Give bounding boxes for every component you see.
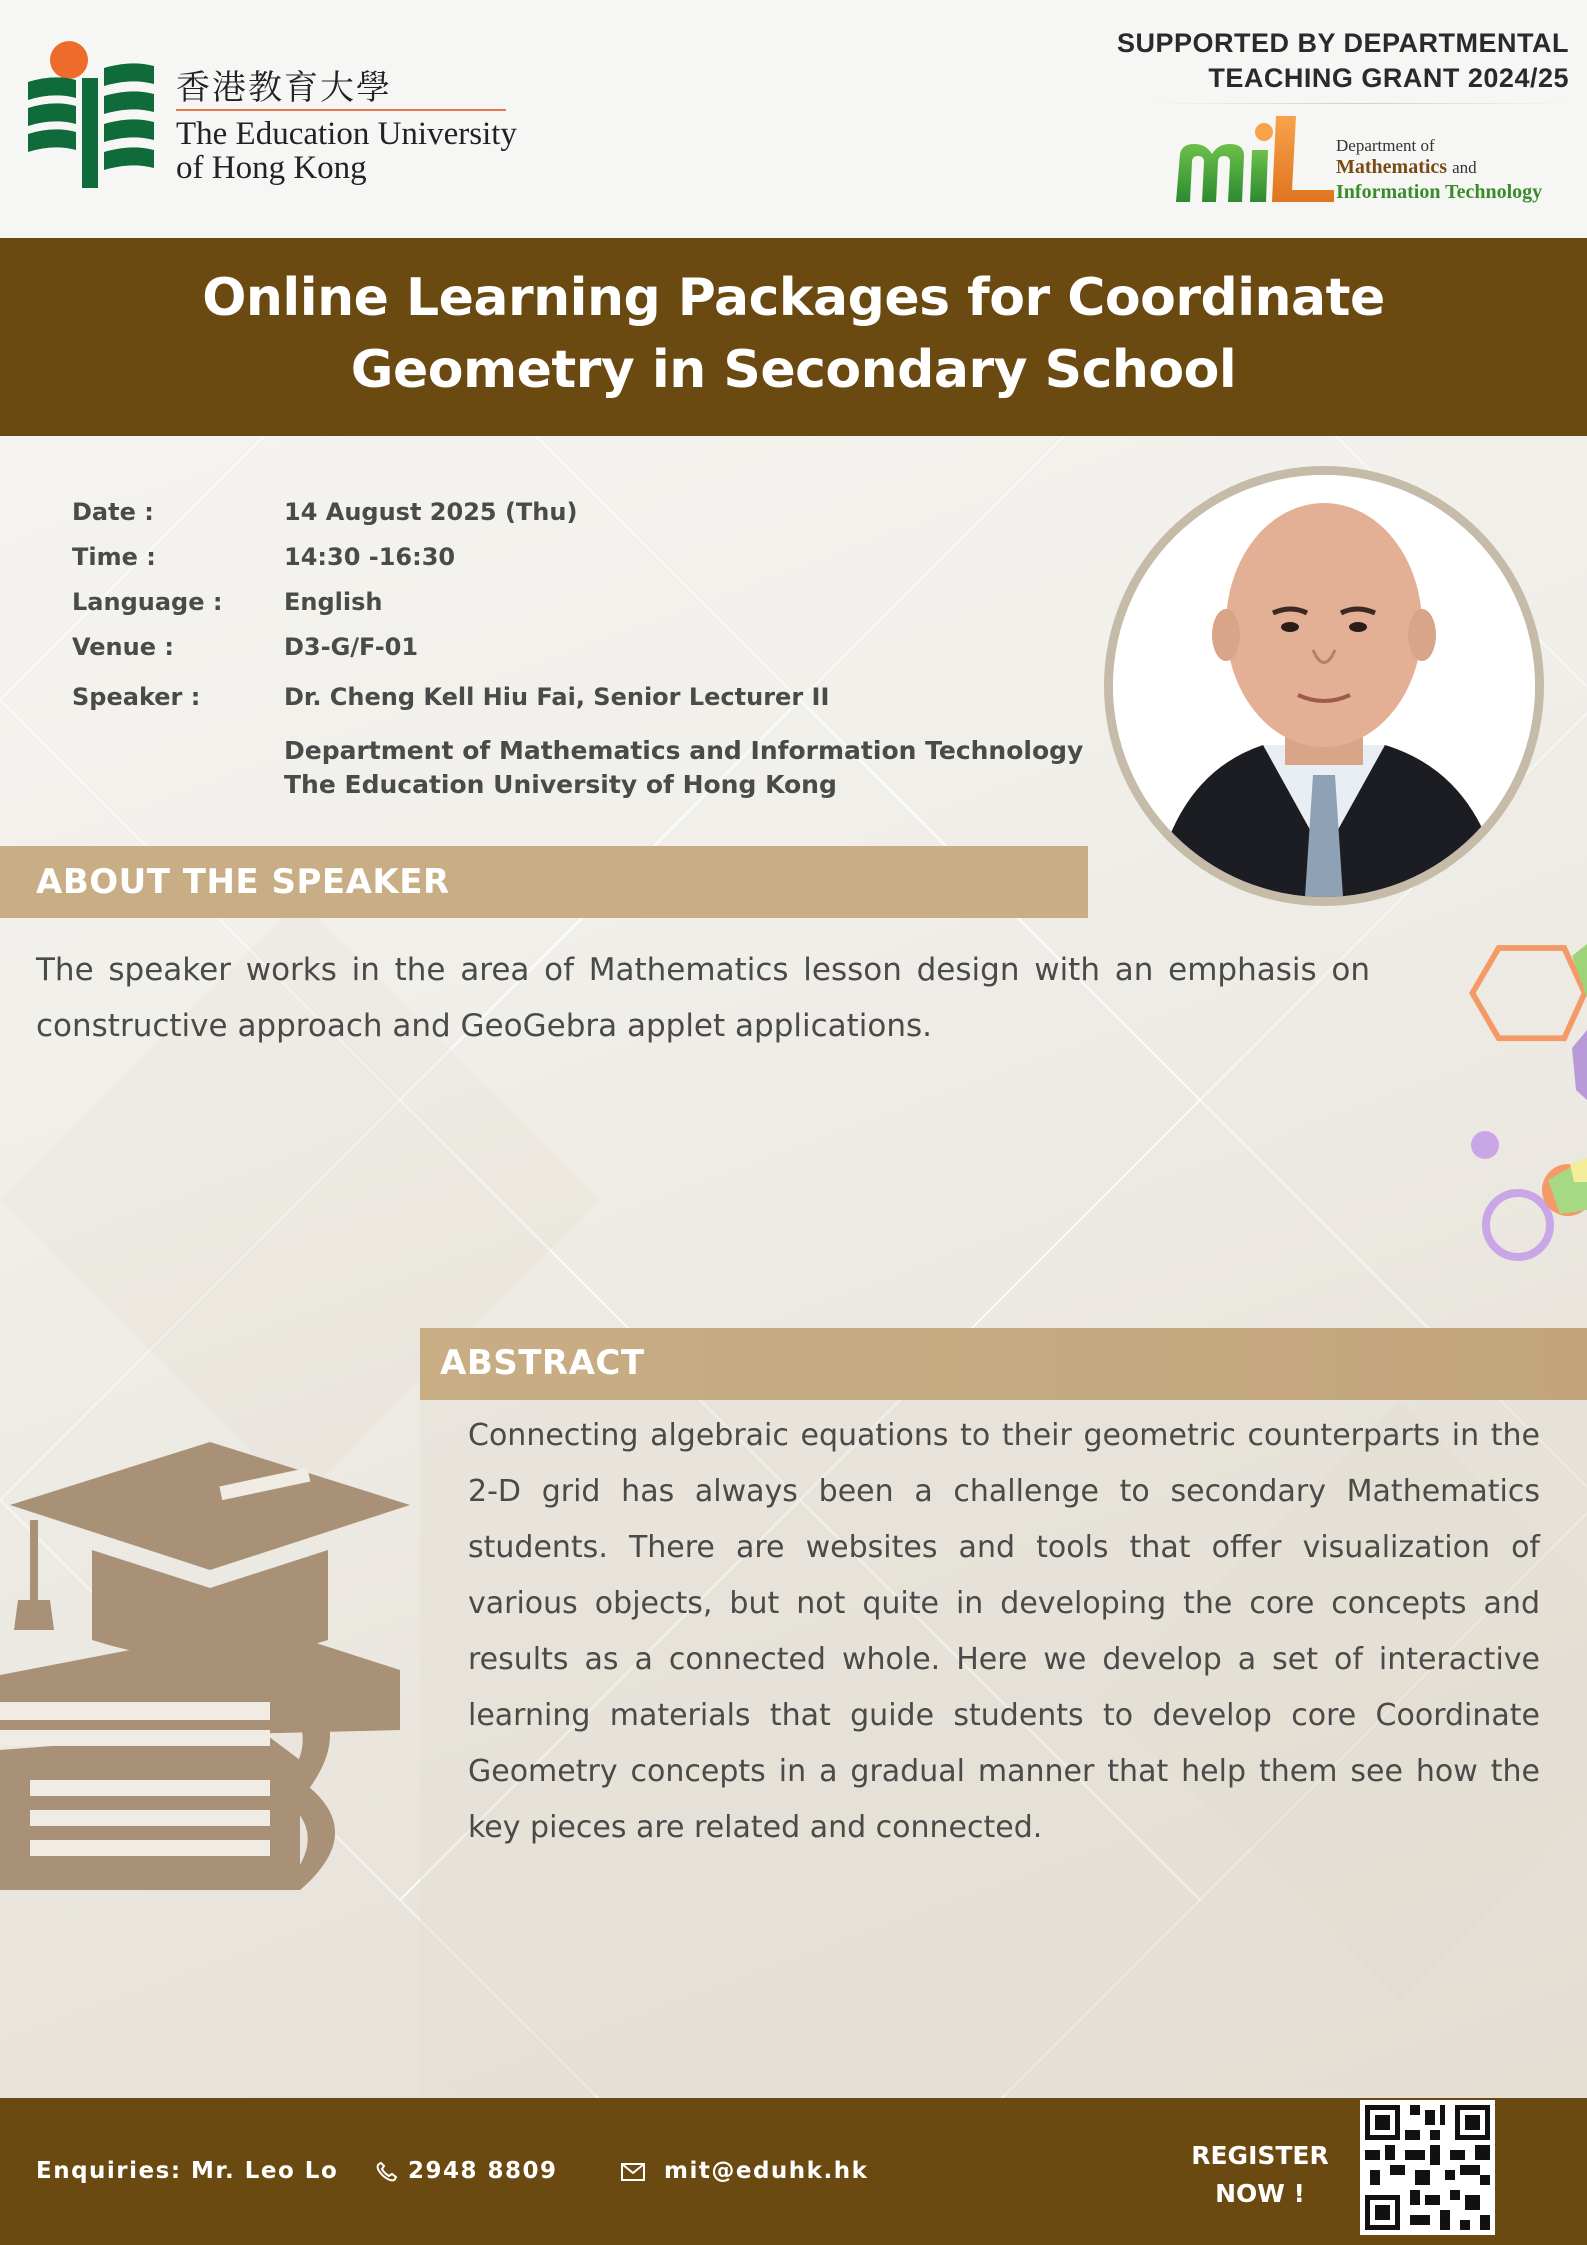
university-name-chinese: 香港教育大學 xyxy=(176,68,392,108)
date-value: 14 August 2025 (Thu) xyxy=(284,498,578,526)
register-now-button[interactable] xyxy=(1170,2137,1350,2213)
phone-number: 2948 8809 xyxy=(408,2158,558,2184)
logo-divider xyxy=(176,109,506,111)
title-line1: Online Learning Packages for Coordinate xyxy=(202,268,1385,328)
phone-icon xyxy=(374,2161,400,2183)
time-value: 14:30 -16:30 xyxy=(284,543,456,571)
language-label: Language : xyxy=(72,588,223,616)
envelope-icon xyxy=(620,2161,646,2183)
eduhk-logo xyxy=(26,40,156,190)
time-label: Time : xyxy=(72,543,156,571)
university-name-line1: The Education University xyxy=(176,116,517,152)
registration-qr-code[interactable] xyxy=(1360,2100,1495,2235)
register-line2: NOW ! xyxy=(1215,2179,1305,2208)
university-name-line2: of Hong Kong xyxy=(176,150,367,186)
speaker-value: Dr. Cheng Kell Hiu Fai, Senior Lecturer II xyxy=(284,683,830,711)
grant-divider xyxy=(1150,103,1570,104)
dept-logo-line2: Mathematics and xyxy=(1336,156,1477,178)
speaker-dept-line1: Department of Mathematics and Information Technology xyxy=(284,736,1084,765)
speaker-dept-line2: The Education University of Hong Kong xyxy=(284,770,837,799)
graduation-cap-icon xyxy=(0,1430,420,1900)
abstract-heading: ABSTRACT xyxy=(440,1343,645,1383)
speaker-photo xyxy=(1113,475,1535,897)
title-line2: Geometry in Secondary School xyxy=(350,340,1237,400)
venue-value: D3-G/F-01 xyxy=(284,633,419,661)
qr-code-icon xyxy=(1360,2100,1495,2235)
language-value: English xyxy=(284,588,383,616)
about-speaker-text: The speaker works in the area of Mathematics lesson design with an emphasis on constructive approach and GeoGebra applet applications. xyxy=(36,952,1370,1044)
dept-logo-line3: Information Technology xyxy=(1336,181,1543,203)
grant-line2: TEACHING GRANT 2024/25 xyxy=(1208,63,1569,93)
event-title xyxy=(0,262,1587,406)
grant-line1: SUPPORTED BY DEPARTMENTAL xyxy=(1116,28,1569,58)
email-address: mit@eduhk.hk xyxy=(664,2158,869,2184)
dept-logo-line1: Department of xyxy=(1336,136,1435,155)
enquiries-contact: Enquiries: Mr. Leo Lo xyxy=(36,2158,339,2184)
mit-logo xyxy=(1172,110,1337,205)
grant-statement xyxy=(1117,26,1569,96)
about-speaker-heading: ABOUT THE SPEAKER xyxy=(36,862,450,902)
speaker-label: Speaker : xyxy=(72,683,201,711)
abstract-text: Connecting algebraic equations to their geometric counterparts in the 2-D grid has always been a challenge to secondary Mathematics students. There are websites and tools that offer visualization of various objects, but not quite in developing the core concepts and results as a connected whole. Here we develop a set of interactive learning materials that guide students to develop core Coordinate Geometry concepts in a gradual manner that help them see how the key pieces are related and connected. xyxy=(468,1418,1540,1845)
venue-label: Venue : xyxy=(72,633,174,661)
speaker-portrait xyxy=(1113,475,1535,897)
decorative-shapes xyxy=(1460,930,1587,1270)
date-label: Date : xyxy=(72,498,154,526)
register-line1: REGISTER xyxy=(1191,2141,1329,2170)
